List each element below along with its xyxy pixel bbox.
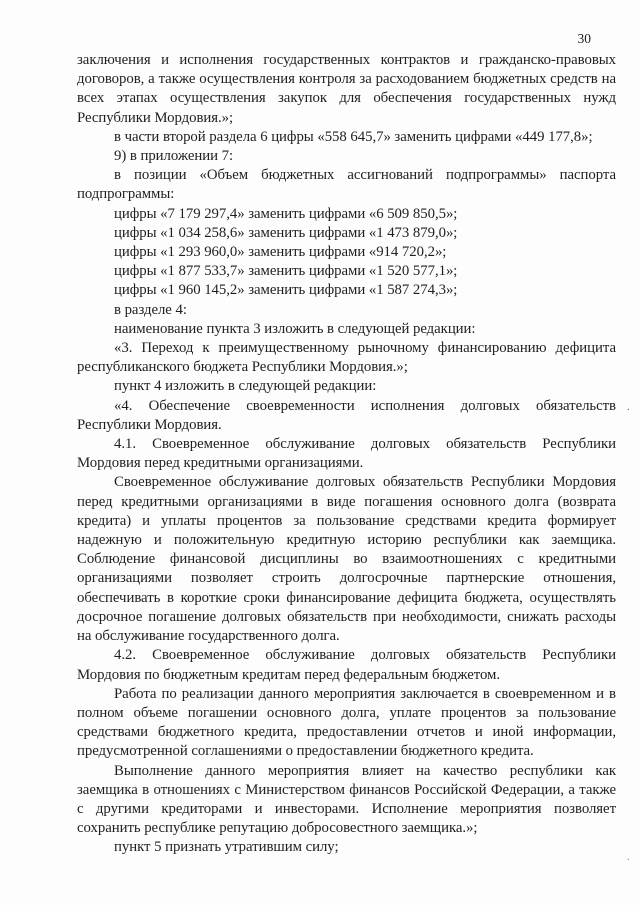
paragraph: пункт 5 признать утратившим силу; (114, 839, 339, 856)
paragraph: в части второй раздела 6 цифры «558 645,7» заменить цифрами «449 177,8»; (114, 128, 593, 145)
paragraph: «3. Переход к преимущественному рыночному финансированию дефицита республиканского бюджета Республики Мордовия.»; (77, 340, 616, 376)
paragraph: цифры «1 877 533,7» заменить цифрами «1 520 577,1»; (114, 263, 458, 280)
paragraph: 9) в приложении 7: (114, 148, 234, 165)
paragraph: 4.1. Своевременное обслуживание долговых обязательств Республики Мордовия перед кредитными организациями. (77, 436, 616, 472)
paragraph: Выполнение данного мероприятия влияет на качество республики как заемщика в отношениях с Министерством финансов Российской Федерации, а также с другими кредиторами и инвесторами. Исполнение мероприятия позволяет сохранить республике репутацию добросовестного заемщика.»; (77, 762, 616, 837)
paragraph: «4. Обеспечение своевременности исполнения долговых обязательств Республики Мордовия. (77, 397, 616, 433)
paragraph: 4.2. Своевременное обслуживание долговых обязательств Республики Мордовия по бюджетным кредитам перед федеральным бюджетом. (77, 647, 616, 683)
paragraph: пункт 4 изложить в следующей редакции: (114, 378, 377, 395)
page-number: 30 (577, 31, 591, 46)
paragraph: цифры «1 034 258,6» заменить цифрами «1 473 879,0»; (114, 224, 458, 241)
paragraph: заключения и исполнения государственных контрактов и гражданско-правовых договоров, а также осуществления контроля за расходованием бюджетных средств на всех этапах осуществления закупок для обеспечения государственных нужд Республики Мордовия.»; (77, 52, 616, 126)
document-body (77, 51, 616, 858)
paragraph: Работа по реализации данного мероприятия заключается в своевременном и в полном объеме погашении основного долга, уплате процентов за пользование средствами бюджетного кредита, предоставлении отчетов и иной информации, предусмотренной соглашениями о предоставлении бюджетного кредита. (77, 685, 616, 760)
paragraph: цифры «1 960 145,2» заменить цифрами «1 587 274,3»; (114, 282, 458, 299)
paragraph: Своевременное обслуживание долговых обязательств Республики Мордовия перед кредитными организациями в виде погашения основного долга (возврата кредита) и уплаты процентов за пользование средствами кредита формирует надежную и положительную кредитную историю республики как заемщика. Соблюдение финансовой дисциплины во взаимоотношениях с кредитными организациями позволяет строить долгосрочные партнерские отношения, обеспечивать в короткие сроки финансирование дефицита бюджета, осуществлять досрочное погашение долговых обязательств при необходимости, снижать расходы на обслуживание государственного долга. (77, 474, 616, 645)
paragraph: в позиции «Объем бюджетных ассигнований подпрограммы» паспорта подпрограммы: (77, 167, 616, 203)
margin-mark: · (626, 855, 630, 866)
paragraph: цифры «7 179 297,4» заменить цифрами «6 509 850,5»; (114, 205, 458, 222)
paragraph: цифры «1 293 960,0» заменить цифрами «914 720,2»; (114, 244, 447, 261)
paragraph: в разделе 4: (114, 301, 187, 318)
margin-mark: · (626, 405, 630, 416)
paragraph: наименование пункта 3 изложить в следующей редакции: (114, 320, 476, 337)
